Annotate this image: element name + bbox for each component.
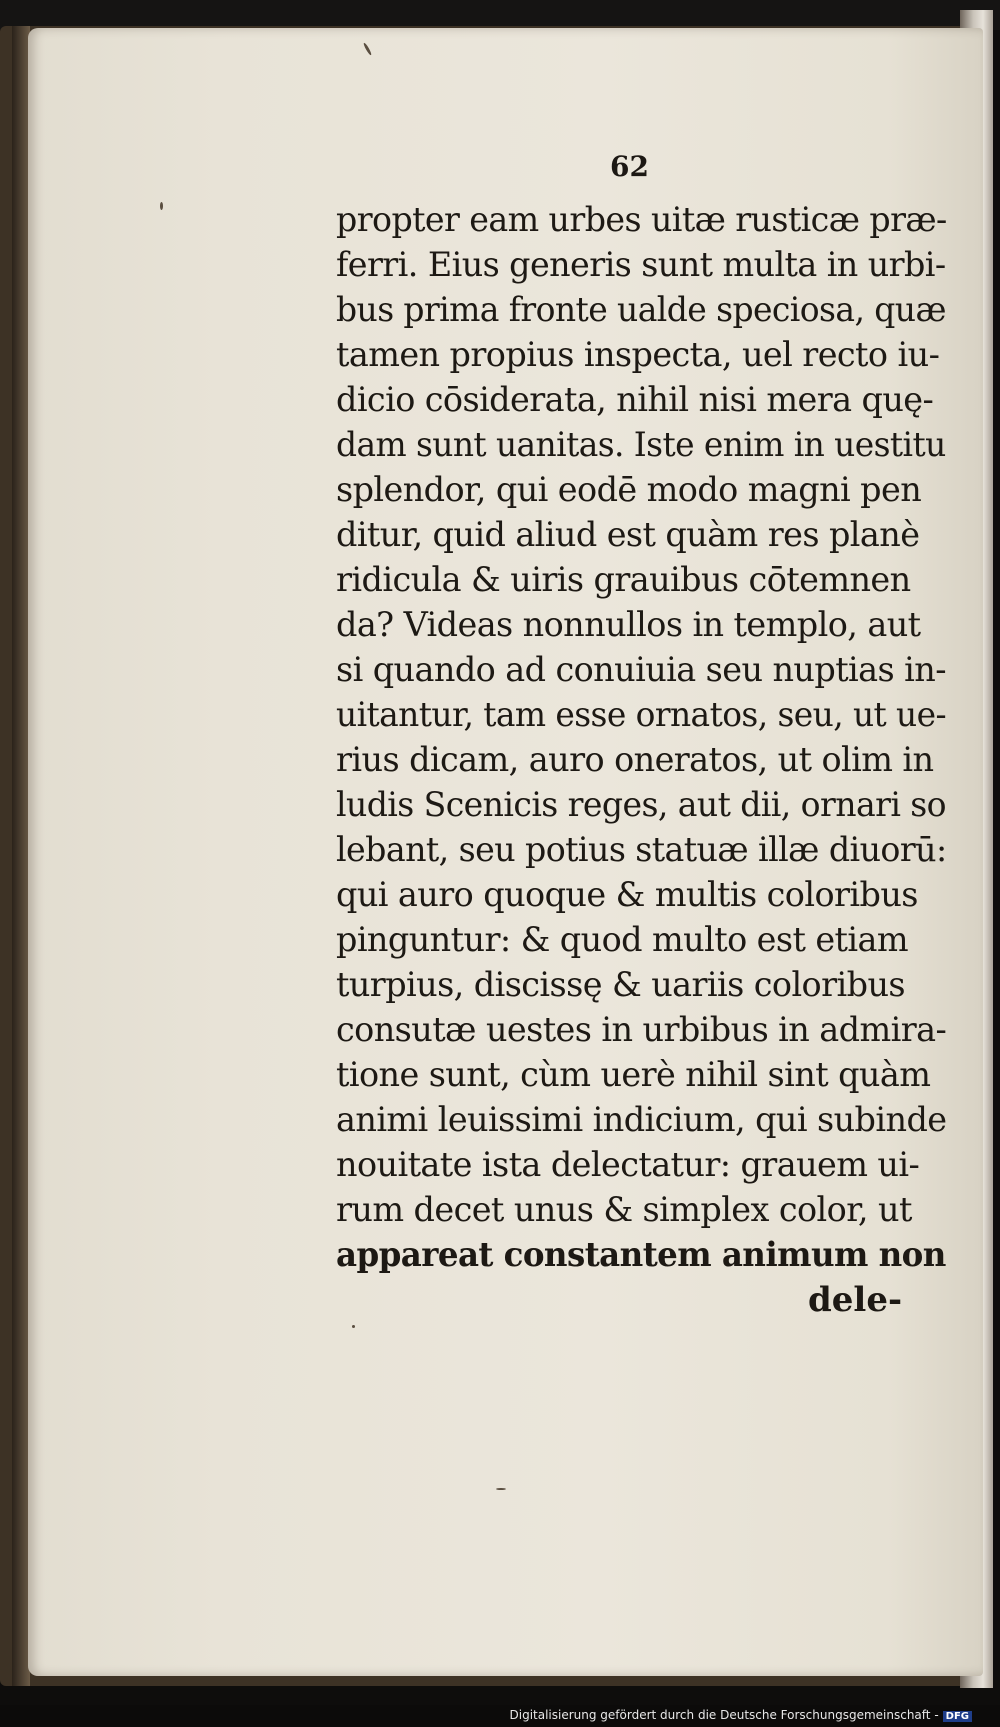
body-text <box>336 198 956 1278</box>
text-line: ludis Scenicis reges, aut dii, ornari so <box>336 785 946 825</box>
text-line: ridicula & uiris grauibus cōtemnen <box>336 560 911 600</box>
ink-speck <box>352 1325 355 1328</box>
text-line: turpius, discissę & uariis coloribus <box>336 965 905 1005</box>
footer-bar <box>0 1705 1000 1727</box>
text-line: splendor, qui eodē modo magni pen <box>336 470 922 510</box>
text-line: uitantur, tam esse ornatos, seu, ut ue- <box>336 695 947 735</box>
text-line: ferri. Eius generis sunt multa in urbi- <box>336 245 946 285</box>
text-line: dam sunt uanitas. Iste enim in uestitu <box>336 425 946 465</box>
text-line: animi leuissimi indicium, qui subinde <box>336 1100 947 1140</box>
page-number: 62 <box>610 150 649 183</box>
text-line: propter eam urbes uitæ rusticæ præ- <box>336 200 947 240</box>
text-line: dicio cōsiderata, nihil nisi mera quę- <box>336 380 934 420</box>
catchword: dele- <box>808 1280 903 1320</box>
ink-speck <box>496 1488 506 1490</box>
text-line: tamen propius inspecta, uel recto iu- <box>336 335 940 375</box>
text-line: consutæ uestes in urbibus in admira- <box>336 1010 947 1050</box>
dfg-logo: DFG <box>943 1711 972 1722</box>
text-line: da? Videas nonnullos in templo, aut <box>336 605 921 645</box>
text-line: nouitate ista delectatur: grauem ui- <box>336 1145 920 1185</box>
text-line: tione sunt, cùm uerè nihil sint quàm <box>336 1055 931 1095</box>
footer-credit-text: Digitalisierung gefördert durch die Deutsche Forschungsgemeinschaft - <box>509 1708 939 1722</box>
text-line: pinguntur: & quod multo est etiam <box>336 920 909 960</box>
text-line: rum decet unus & simplex color, ut <box>336 1190 912 1230</box>
text-line: bus prima fronte ualde speciosa, quæ <box>336 290 946 330</box>
text-line: lebant, seu potius statuæ illæ diuorū: <box>336 830 947 870</box>
text-line: rius dicam, auro oneratos, ut olim in <box>336 740 934 780</box>
ink-speck <box>160 202 163 210</box>
text-line: si quando ad conuiuia seu nuptias in- <box>336 650 946 690</box>
text-line: qui auro quoque & multis coloribus <box>336 875 918 915</box>
text-line: appareat constantem animum non <box>336 1235 946 1275</box>
footer-credit <box>510 1708 973 1722</box>
text-line: ditur, quid aliud est quàm res planè <box>336 515 920 555</box>
